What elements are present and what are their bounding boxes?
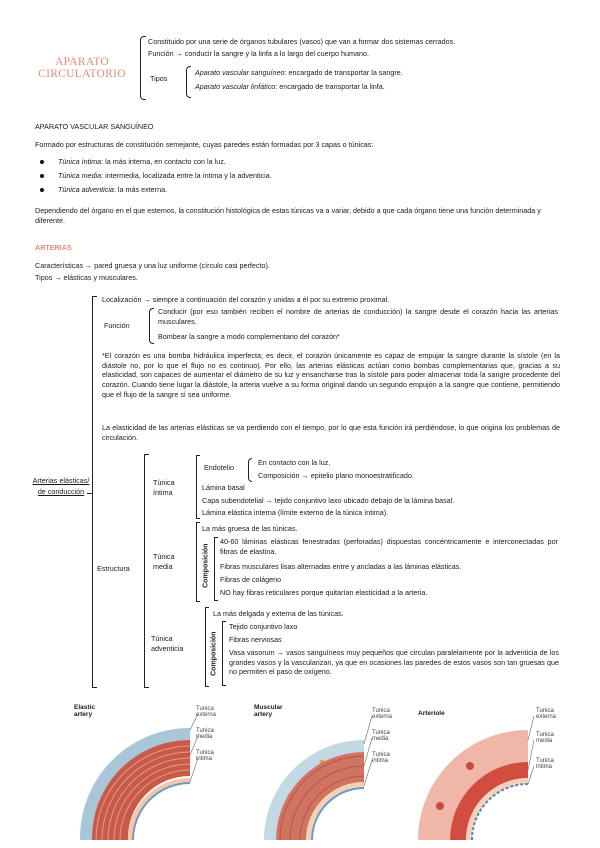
bullet-list	[40, 157, 560, 199]
adventicia-brace	[205, 607, 206, 687]
bullet-item	[40, 171, 560, 185]
arterias-tipos: Tipos → elásticas y musculares.	[35, 273, 138, 282]
adventicia-item: Tejido conjuntivo laxo	[229, 622, 298, 631]
funcion-label: Función	[104, 321, 130, 330]
figure-label: Tunica media	[372, 730, 390, 743]
tunica-adventicia-label: Túnica adventicia	[151, 634, 184, 653]
capa-subendotelial: Capa subendotelial → tejido conjuntivo laxo ubicado debajo de la lámina basal.	[202, 496, 455, 505]
tipo-2	[195, 82, 575, 92]
estructura-brace	[144, 454, 145, 688]
figure-label: Tunica media	[536, 732, 554, 745]
tipos-brace	[186, 66, 191, 98]
funcion-brace	[149, 308, 154, 344]
bullet-term: Túnica media	[58, 171, 102, 180]
endotelio-brace	[248, 458, 252, 482]
adventicia-item: Fibras nerviosas	[229, 635, 282, 644]
media-intro: La más gruesa de las túnicas.	[202, 524, 298, 533]
localizacion: Localización → siempre a continuación del corazón y unidas a él por su extremo proximal.	[102, 295, 390, 304]
figure-label: Tunica intima	[196, 750, 214, 763]
figure-label: Tunica externa	[196, 706, 217, 719]
tipo-1	[195, 68, 575, 78]
bullet-term: Túnica adventicia	[58, 185, 114, 194]
bullet-desc: : intermedia, localizada entre la íntima y la adventicia.	[101, 171, 272, 180]
section-note: Dependiendo del órgano en el que estemos, la constitución histológica de estas túnicas va a variar, debido a que cada órgano tiene una función determinada y diferente.	[35, 206, 541, 225]
arterias-elasticas-label: Arterias elásticas/ de conducción	[32, 476, 90, 497]
estructura-label: Estructura	[97, 564, 130, 573]
header-brace	[140, 36, 146, 100]
bullet-desc: : la más externa.	[113, 185, 168, 194]
arterias-caracteristicas: Características → pared gruesa y una luz uniforme (círculo casi perfecto).	[35, 261, 270, 270]
header-line-1: Constituido por una serie de órganos tubulares (vasos) que van a formar dos sistemas cerrados.	[148, 37, 456, 46]
figure-title-elastic: Elastic artery	[74, 704, 95, 719]
main-brace	[92, 296, 93, 688]
figure-label: Tunica intima	[372, 752, 390, 765]
section-intro: Formado por estructuras de constitución semejante, cuyas paredes están formadas por 3 capas o túnicas:	[35, 140, 374, 149]
figure-title-muscular: Muscular artery	[254, 704, 283, 719]
elastic-artery-illustration	[70, 700, 240, 840]
media-item: NO hay fibras reticulares porque quitarían elasticidad a la arteria.	[220, 588, 428, 597]
media-composicion-brace	[214, 537, 215, 601]
adventicia-intro: La más delgada y externa de las túnicas.	[213, 609, 344, 618]
bullet-item	[40, 185, 560, 199]
tipo-1-desc: : encargado de transportar la sangre.	[284, 68, 403, 77]
adventicia-composicion-label: Composición	[210, 631, 218, 676]
figure-label: Tunica intima	[536, 758, 554, 771]
tipos-label: Tipos	[150, 74, 168, 83]
figure-label: Tunica media	[196, 728, 214, 741]
media-composicion-label: Composición	[202, 543, 210, 588]
endotelio-2: Composición → epitelio plano monoestratificado.	[258, 471, 414, 480]
bullet-term: Túnica íntima	[58, 157, 102, 166]
note-2: La elasticidad de las arterias elásticas se va perdiendo con el tiempo, por lo que esta función irá perdiéndose, lo que origina los problemas de circulación.	[102, 423, 560, 442]
tipo-2-desc: : encargado de transportar la linfa.	[275, 82, 385, 91]
figure-label: Tunica externa	[536, 708, 557, 721]
tipo-1-term: Aparato vascular sanguíneo	[195, 68, 285, 77]
media-item: Fibras musculares lisas alternadas entre y ancladas a las láminas elásticas.	[220, 562, 462, 571]
artery-figure	[70, 700, 570, 840]
adventicia-item: Vasa vasorum → vasos sanguíneos muy pequeños que circulan paralelamente por la adventicia de los grandes vasos y la vascularizan, ya que en ocasiones las paredes de estos vasos son tan gruesas que no permiten el paso de oxígeno.	[229, 648, 559, 677]
section-heading: APARATO VASCULAR SANGUÍNEO	[35, 122, 154, 131]
bullet-item	[40, 157, 560, 171]
media-item: 40-60 láminas elásticas fenestradas (perforadas) dispuestas concéntricamente e interconectadas por fibras de elastina.	[220, 537, 558, 556]
bullet-desc: : la más interna, en contacto con la luz.	[101, 157, 226, 166]
intima-brace	[196, 455, 197, 519]
header-line-2: Función → conducir la sangre y la linfa a lo largo del cuerpo humano.	[148, 49, 369, 58]
tunica-intima-label: Túnica íntima	[153, 478, 175, 497]
funcion-1: Conducir (por eso también reciben el nombre de arterias de conducción) la sangre desde el corazón hacia las arterias musculares.	[158, 307, 558, 326]
figure-title-arteriole: Arteriole	[418, 710, 445, 717]
figure-label: Tunica externa	[372, 708, 393, 721]
adventicia-composicion-brace	[222, 621, 223, 686]
page-title: APARATO CIRCULATORIO	[38, 56, 126, 81]
lamina-elastica: Lámina elástica interna (límite externo de la túnica íntima).	[202, 508, 389, 517]
muscular-artery-illustration	[250, 700, 420, 840]
lamina-basal: Lámina basal	[202, 483, 245, 492]
endotelio-1: En contacto con la luz.	[258, 458, 331, 467]
funcion-2: Bombear la sangre a modo complementario del corazón*	[158, 332, 340, 341]
tunica-media-label: Túnica media	[153, 552, 175, 571]
media-brace	[196, 522, 197, 602]
note-1: *El corazón es una bomba hidráulica imperfecta; es decir, el corazón únicamente es capaz de empujar la sangre durante la sístole (en la diástole no, por lo que el flujo no es continuo). Por ello, las arterias elásticas actúan como bombas complementarias que, gracias a su elasticidad, son capaces de aumentar el diámetro de su luz y ensancharse tras la sístole para poder almacenar toda la sangre procedente del corazón. Cuando tiene lugar la diástole, la arteria vuelve a su forma original dando un segundo empujón a la sangre que contiene, permitiendo que el flujo de la sangre sí sea uniforme.	[102, 351, 560, 399]
tipo-2-term: Aparato vascular linfático	[195, 82, 276, 91]
media-item: Fibras de colágeno	[220, 575, 282, 584]
endotelio-label: Endotelio	[204, 463, 234, 472]
arterias-heading: ARTERIAS	[35, 243, 72, 252]
